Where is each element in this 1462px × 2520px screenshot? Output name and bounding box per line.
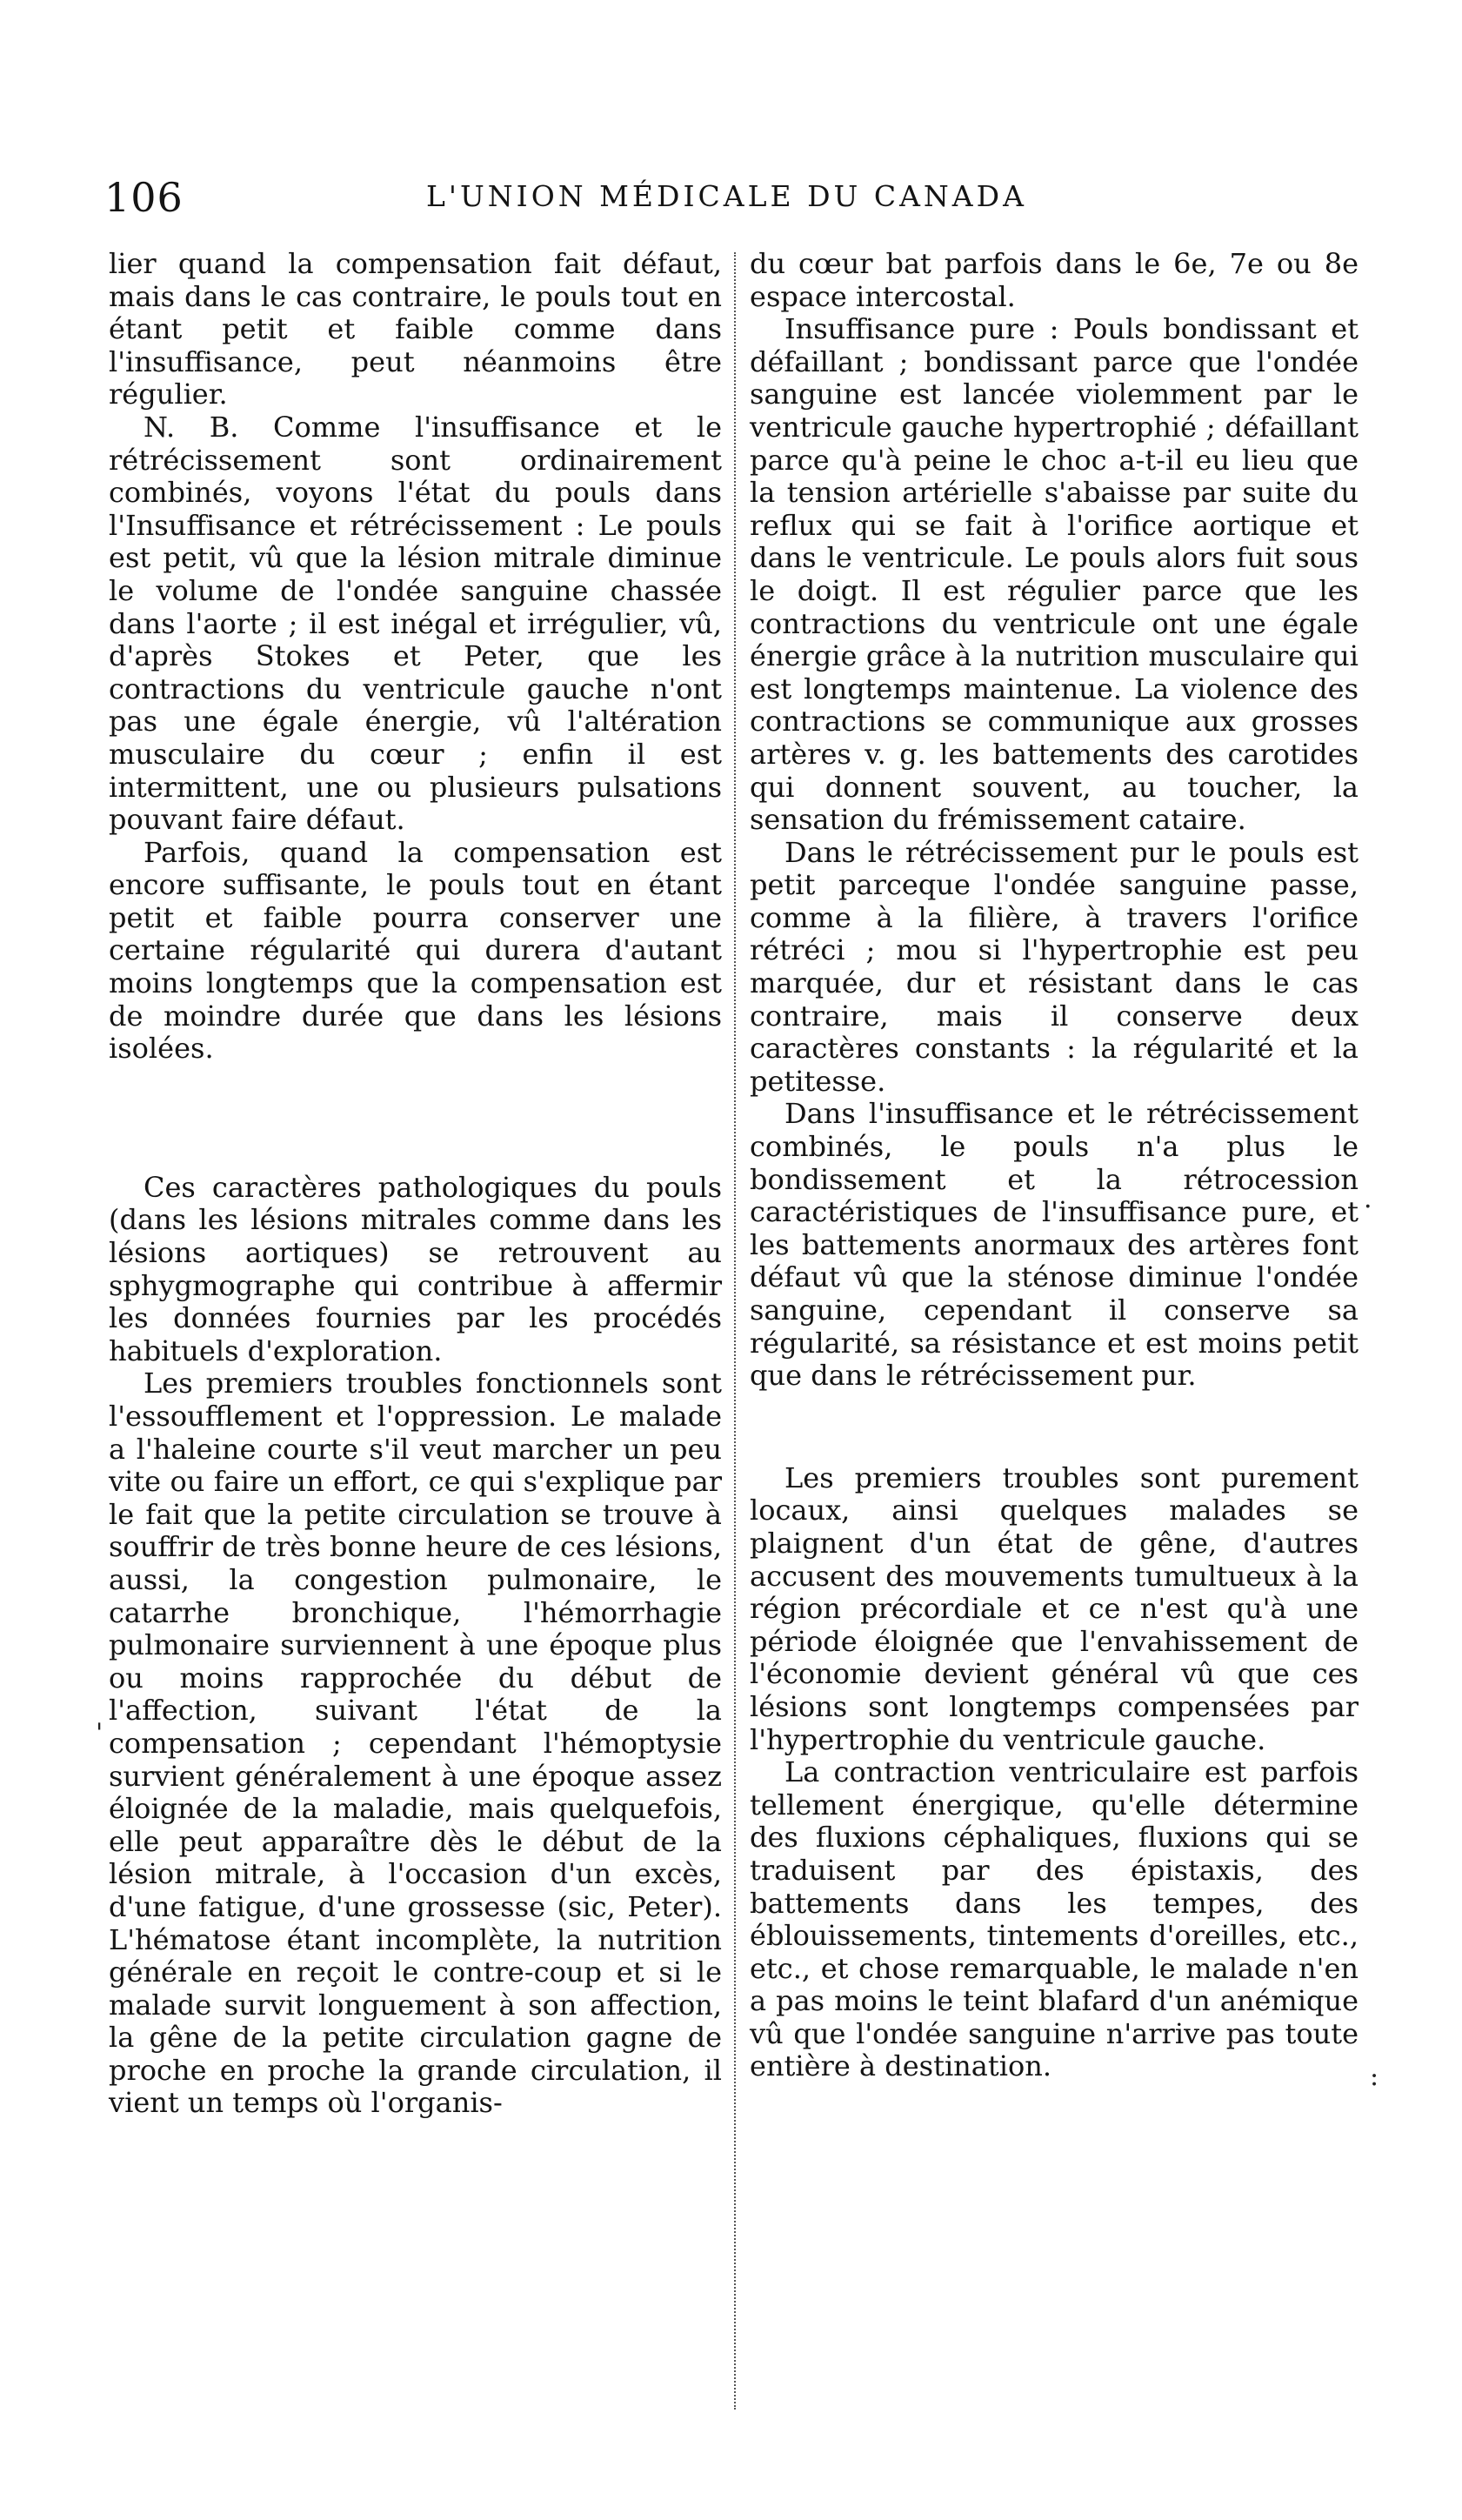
right-paragraph-2: Insuffisance pure : Pouls bondissant et défaillant ; bondissant parce que l'ondée sanguine est lancée violemment par le ventricule gauche hypertrophié ; défaillant parce qu'à peine le choc a-t-il eu lieu que la tension artérielle s'abaisse par suite du reflux qui se fait à l'orifice aortique et dans le ventricule. Le pouls alors fuit sous le doigt. Il est régulier parce que les contractions du ventricule ont une égale énergie grâce à la nutrition musculaire qui est longtemps maintenue. La violence des contractions se communique aux grosses artères v. g. les battements des carotides qui donnent souvent, au toucher, la sensation du frémissement cataire. bbox=[750, 312, 1359, 837]
left-paragraph-4: Ces caractères pathologiques du pouls (dans les lésions mitrales comme dans les lésions aortiques) se retrouvent au sphygmographe qui contribue à affermir les données fournies par les procédés habituels d'exploration. bbox=[109, 1170, 722, 1367]
left-paragraph-3: Parfois, quand la compensation est encore suffisante, le pouls tout en étant petit et faible pourra conserver une certaine régularité qui durera d'autant moins longtemps que la compensation est de moindre durée que dans les lésions isolées. bbox=[109, 835, 722, 1066]
right-paragraph-5: Les premiers troubles sont purement locaux, ainsi quelques malades se plaignent d'un état de gêne, d'autres accusent des mouvements tumultueux à la région précordiale et ce n'est qu'à une période éloignée que l'envahissement de l'économie devient général vû que ces lésions sont longtemps compensées par l'hypertrophie du ventricule gauche. bbox=[750, 1461, 1359, 1756]
page-header bbox=[104, 174, 1061, 226]
left-paragraph-1: lier quand la compensation fait défaut, mais dans le cas contraire, le pouls tout en étant petit et faible comme dans l'insuffisance, peut néanmoins être régulier. bbox=[109, 247, 722, 411]
section-gap bbox=[109, 1066, 722, 1172]
page-number: 106 bbox=[104, 174, 184, 221]
right-column bbox=[750, 248, 1359, 2083]
right-paragraph-6: La contraction ventriculaire est parfois tellement énergique, qu'elle détermine des fluxions céphaliques, fluxions qui se traduisent par des épistaxis, des battements dans les tempes, des éblouissements, tintements d'oreilles, etc., etc., et chose remarquable, le malade n'en a pas moins le teint blafard d'un anémique vû que l'ondée sanguine n'arrive pas toute entière à destination. bbox=[750, 1755, 1359, 2083]
left-paragraph-2: N. B. Comme l'insuffisance et le rétrécissement sont ordinairement combinés, voyons l'état du pouls dans l'Insuffisance et rétrécissement : Le pouls est petit, vû que la lésion mitrale diminue le volume de l'ondée sanguine chassée dans l'aorte ; il est inégal et irrégulier, vû, d'après Stokes et Peter, que les contractions du ventricule gauche n'ont pas une égale énergie, vû l'altération musculaire du cœur ; enfin il est intermittent, une ou plusieurs pulsations pouvant faire défaut. bbox=[109, 410, 722, 837]
margin-mark: · bbox=[1364, 1192, 1372, 1222]
right-paragraph-3: Dans le rétrécissement pur le pouls est petit parceque l'ondée sanguine passe, comme à la filière, à travers l'orifice rétréci ; mou si l'hypertrophie est peu marquée, dur et résistant dans le cas contraire, mais il conserve deux caractères constants : la régularité et la petitesse. bbox=[750, 835, 1359, 1098]
right-paragraph-1: du cœur bat parfois dans le 6e, 7e ou 8e espace intercostal. bbox=[750, 247, 1359, 313]
section-gap bbox=[750, 1393, 1359, 1462]
running-title: L'UNION MÉDICALE DU CANADA bbox=[426, 179, 1027, 213]
left-column bbox=[109, 248, 722, 2120]
left-paragraph-5: Les premiers troubles fonctionnels sont l'essoufflement et l'oppression. Le malade a l'haleine courte s'il veut marcher un peu vite ou faire un effort, ce qui s'explique par le fait que la petite circulation se trouve à souffrir de très bonne heure de ces lésions, aussi, la congestion pulmonaire, le catarrhe bronchique, l'hémorrhagie pulmonaire surviennent à une époque plus ou moins rapprochée du début de l'affection, suivant l'état de la compensation ; cependant l'hémoptysie survient généralement à une époque assez éloignée de la maladie, mais quelquefois, elle peut apparaître dès le début de la lésion mitrale, à l'occasion d'un excès, d'une fatigue, d'une grossesse (sic, Peter). L'hématose étant incomplète, la nutrition générale en reçoit le contre-coup et si le malade survit longuement à son affection, la gêne de la petite circulation gagne de proche en proche la grande circulation, il vient un temps où l'organis- bbox=[109, 1367, 722, 2120]
margin-mark: : bbox=[1370, 2062, 1379, 2092]
margin-mark: ' bbox=[96, 1718, 103, 1748]
column-divider bbox=[734, 252, 736, 2410]
right-paragraph-4: Dans l'insuffisance et le rétrécissement combinés, le pouls n'a plus le bondissement et la rétrocession caractéristiques de l'insuffisance pure, et les battements anormaux des artères font défaut vû que la sténose diminue l'ondée sanguine, cependant il conserve sa régularité, sa résistance et est moins petit que dans le rétrécissement pur. bbox=[750, 1097, 1359, 1393]
